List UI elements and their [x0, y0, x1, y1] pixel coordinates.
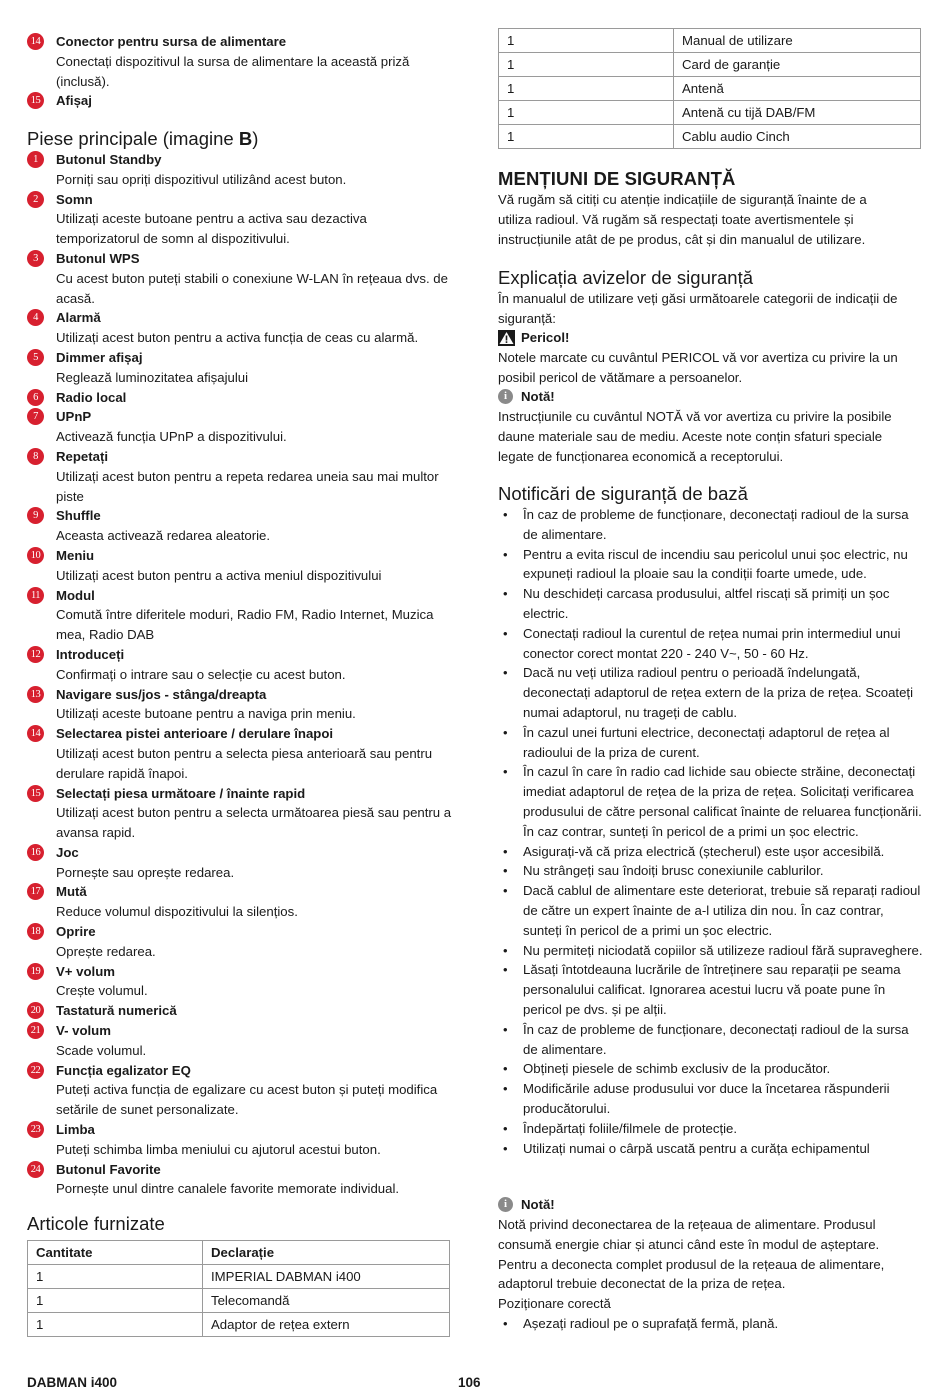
item-description: Reduce volumul dispozitivului la silențios. [56, 904, 298, 920]
table-row [499, 53, 921, 77]
item-description: Oprește redarea. [56, 943, 156, 959]
item-description: Conectați dispozitivul la sursa de alimentare la această priză (inclusă). [56, 53, 410, 89]
info-icon: i [498, 389, 513, 404]
danger-label: Pericol! [521, 330, 570, 345]
item-title: Selectați piesa următoare / înainte rapid [56, 785, 306, 801]
bullet-icon: • [503, 1120, 508, 1136]
number-badge: 14 [27, 33, 44, 50]
number-badge: 6 [27, 389, 44, 406]
number-badge: 13 [27, 686, 44, 703]
bullet-icon: • [503, 1061, 508, 1077]
item-description: Activează funcția UPnP a dispozitivului. [56, 429, 287, 445]
table-row [28, 1313, 450, 1337]
number-badge: 4 [27, 309, 44, 326]
list-item [498, 1020, 923, 1060]
list-item-text: Obțineți piesele de schimb exclusiv de la producător. [523, 1061, 831, 1077]
item-title: Introduceți [56, 646, 125, 662]
list-item-text: Îndepărtați foliile/filmele de protecție. [523, 1120, 738, 1136]
list-item-text: În cazul în care în radio cad lichide sau obiecte străine, deconectați imediat adaptorul de rețea de la priza de rețea. Solicitați verificarea produsului de către personal calificat înainte de reluarea funcționării. În caz contrar, sunteți în pericol de a primi un șoc electric. [523, 764, 922, 839]
info-icon: i [498, 1197, 513, 1212]
table-cell: Manual de utilizare [674, 29, 921, 53]
main-parts-heading: Piese principale (imagine B) [27, 128, 259, 149]
list-item-text: Pentru a evita riscul de incendiu sau pericolul unui șoc electric, nu expuneți radioul la ploaie sau la condiții foarte umede, ude. [523, 546, 908, 582]
item-description: Utilizați acest buton pentru a activa meniul dispozitivului [56, 567, 382, 583]
bullet-icon: • [503, 1081, 508, 1097]
list-item-text: Asigurați-vă că priza electrică (ștecherul) este ușor accesibilă. [523, 843, 885, 859]
item-description: Reglează luminozitatea afișajului [56, 369, 249, 385]
item-title: Oprire [56, 924, 96, 940]
supplied-table [27, 1240, 450, 1337]
number-badge: 12 [27, 646, 44, 663]
main-parts-list [27, 150, 452, 1199]
list-item [498, 960, 923, 1019]
table-row [499, 125, 921, 149]
item-description: Utilizați aceste butoane pentru a naviga prin meniu. [56, 706, 356, 722]
bullet-icon: • [503, 1316, 508, 1331]
number-badge: 18 [27, 923, 44, 940]
list-item [498, 584, 923, 624]
list-item [498, 1079, 923, 1119]
list-item-text: Nu strângeți sau îndoiți brusc conexiunile cablurilor. [523, 863, 824, 879]
item-title: Selectarea pistei anterioare / derulare înapoi [56, 726, 334, 742]
bullet-icon: • [503, 625, 508, 641]
bullet-icon: • [503, 764, 508, 780]
list-item [498, 941, 923, 961]
number-badge: 21 [27, 1022, 44, 1039]
list-item [498, 861, 923, 881]
list-item-text: În caz de probleme de funcționare, deconectați radioul de la sursa de alimentare. [523, 1021, 909, 1057]
warning-icon [498, 330, 515, 346]
item-title: Radio local [56, 389, 127, 405]
item-description: Crește volumul. [56, 983, 148, 999]
table-cell: 1 [499, 53, 674, 77]
list-item [498, 545, 923, 585]
table-header-cell: Declarație [203, 1241, 450, 1265]
list-item [498, 1119, 923, 1139]
item-title: Repetați [56, 448, 109, 464]
table-cell: Cablu audio Cinch [674, 125, 921, 149]
number-badge: 5 [27, 349, 44, 366]
placement-label: Poziționare corectă [498, 1296, 611, 1311]
number-badge: 3 [27, 250, 44, 267]
numbered-item [27, 962, 452, 1002]
item-title: Mută [56, 884, 87, 900]
item-description: Utilizați acest buton pentru a selecta piesa anterioară sau pentru derulare rapidă înapoi. [56, 745, 433, 781]
list-item [498, 624, 923, 664]
list-item [498, 723, 923, 763]
numbered-item [27, 586, 452, 645]
item-title: Joc [56, 844, 79, 860]
numbered-item [27, 447, 452, 506]
number-badge: 16 [27, 844, 44, 861]
table-row [28, 1289, 450, 1313]
item-title: Butonul Favorite [56, 1161, 161, 1177]
list-item [498, 1139, 923, 1159]
numbered-item [27, 249, 452, 308]
table-cell: 1 [28, 1289, 203, 1313]
note-text: Instrucțiunile cu cuvântul NOTĂ vă vor avertiza cu privire la posibile daune materiale sau de mediu. Aceste note conțin sfaturi speciale legate de funcționarea economică a receptorului. [498, 409, 892, 464]
numbered-item [27, 91, 452, 111]
list-item-text: Dacă nu veți utiliza radioul pentru o perioadă îndelungată, deconectați adaptorul de rețea extern de la priza de rețea. Scoateți numai adaptorul, nu trageți de cablu. [523, 665, 914, 720]
table-row [28, 1265, 450, 1289]
item-title: Butonul Standby [56, 152, 162, 167]
table-cell: IMPERIAL DABMAN i400 [203, 1265, 450, 1289]
numbered-item [27, 645, 452, 685]
item-description: Puteți schimba limba meniului cu ajutorul acestui buton. [56, 1141, 381, 1157]
numbered-item [27, 546, 452, 586]
list-item-text: Așezați radioul pe o suprafață fermă, plană. [523, 1316, 779, 1331]
item-description: Confirmați o intrare sau o selecție cu acest buton. [56, 666, 346, 682]
table-cell: Card de garanție [674, 53, 921, 77]
list-item-text: Nu deschideți carcasa produsului, altfel riscați să primiți un șoc electric. [523, 586, 890, 621]
list-item [498, 881, 923, 940]
numbered-item [27, 190, 452, 249]
table-cell: Telecomandă [203, 1289, 450, 1313]
number-badge: 20 [27, 1002, 44, 1019]
item-description: Scade volumul. [56, 1042, 147, 1058]
bullet-icon: • [503, 724, 508, 740]
table-header-row [28, 1241, 450, 1265]
item-title: Shuffle [56, 508, 101, 524]
numbered-item [27, 1120, 452, 1160]
number-badge: 15 [27, 92, 44, 109]
item-description: Utilizați aceste butoane pentru a activa sau dezactiva temporizatorul de somn al dispozitivului. [56, 211, 367, 247]
numbered-item [27, 882, 452, 922]
item-description: Porniți sau opriți dispozitivul utilizând acest buton. [56, 171, 347, 187]
basic-safety-list [498, 505, 923, 1158]
item-title: Conector pentru sursa de alimentare [56, 34, 287, 49]
table-cell: 1 [499, 125, 674, 149]
number-badge: 19 [27, 963, 44, 980]
numbered-item [27, 784, 452, 843]
item-title: Funcția egalizator EQ [56, 1062, 191, 1078]
safety-heading: MENȚIUNI DE SIGURANȚĂ [498, 168, 736, 189]
supplied-table-continued [498, 28, 921, 149]
item-description: Puteți activa funcția de egalizare cu acest buton și puteți modifica setările de sunet personalizate. [56, 1082, 438, 1118]
item-title: UPnP [56, 409, 92, 425]
table-row [499, 29, 921, 53]
note2-label-row [498, 1195, 555, 1215]
item-description: Utilizați acest buton pentru a selecta următoarea piesă sau pentru a avansa rapid. [56, 805, 452, 841]
table-row [499, 101, 921, 125]
number-badge: 7 [27, 408, 44, 425]
item-title: V- volum [56, 1023, 111, 1039]
page-number: 106 [458, 1375, 481, 1390]
list-item [498, 663, 923, 722]
bullet-icon: • [503, 843, 508, 859]
number-badge: 24 [27, 1161, 44, 1178]
number-badge: 8 [27, 448, 44, 465]
safety-intro: Vă rugăm să citiți cu atenție indicațiile de siguranță înainte de a utiliza radioul. Vă rugăm să respectați toate avertismentele și instrucțiunile atât de pe produs, cât și din manualul de utilizare. [498, 192, 867, 247]
numbered-item [27, 843, 452, 883]
note2-label: Notă! [521, 1197, 555, 1212]
list-item-text: Dacă cablul de alimentare este deteriorat, trebuie să reparați radioul de către un expert înainte de a-l utiliza din nou. În caz contrar, sunteți în pericol de a primi un șoc electric. [523, 883, 921, 938]
item-title: Meniu [56, 547, 95, 563]
number-badge: 1 [27, 151, 44, 168]
list-item-text: Lăsați întotdeauna lucrările de întreținere sau reparații pe seama personalului calificat. Ignorarea acestui lucru vă poate pune în pericol pe dvs. și pe alții. [523, 962, 901, 1017]
number-badge: 10 [27, 547, 44, 564]
danger-text: Notele marcate cu cuvântul PERICOL vă vor avertiza cu privire la un posibil pericol de vătămare a persoanelor. [498, 350, 898, 385]
supplied-heading: Articole furnizate [27, 1213, 165, 1234]
list-item-text: Nu permiteți niciodată copiilor să utilizeze radioul fără supraveghere. [523, 942, 923, 958]
danger-label-row [498, 328, 569, 348]
item-description: Cu acest buton puteți stabili o conexiune W-LAN în rețeaua dvs. de acasă. [56, 270, 448, 306]
explanation-heading: Explicația avizelor de siguranță [498, 267, 754, 288]
table-cell: Antenă [674, 77, 921, 101]
list-item-text: În cazul unei furtuni electrice, deconectați adaptorul de rețea al radioului de la priza de curent. [523, 724, 890, 760]
list-item-text: Utilizați numai o cârpă uscată pentru a curăța echipamentul [523, 1140, 870, 1156]
table-cell: Antenă cu tijă DAB/FM [674, 101, 921, 125]
item-title: Alarmă [56, 310, 101, 326]
item-title: Dimmer afișaj [56, 349, 143, 365]
bullet-icon: • [503, 883, 508, 899]
table-row [499, 77, 921, 101]
numbered-item [27, 348, 452, 388]
numbered-item [27, 1001, 452, 1021]
item-title: Limba [56, 1122, 95, 1138]
bullet-icon: • [503, 1021, 508, 1037]
item-description: Utilizați acest buton pentru a repeta redarea uneia sau mai multor piste [56, 468, 439, 504]
table-cell: 1 [499, 29, 674, 53]
numbered-item [27, 506, 452, 546]
table-cell: Adaptor de rețea extern [203, 1313, 450, 1337]
table-cell: 1 [28, 1265, 203, 1289]
connector-list [27, 32, 452, 111]
item-description: Utilizați acest buton pentru a activa funcția de ceas cu alarmă. [56, 330, 419, 346]
item-description: Aceasta activează redarea aleatorie. [56, 528, 271, 544]
list-item-text: Modificările aduse produsului vor duce la încetarea răspunderii producătorului. [523, 1081, 890, 1116]
numbered-item [27, 388, 452, 408]
bullet-icon: • [503, 942, 508, 958]
numbered-item [27, 685, 452, 725]
number-badge: 23 [27, 1121, 44, 1138]
number-badge: 15 [27, 785, 44, 802]
list-item [498, 842, 923, 862]
note-label-row [498, 387, 555, 407]
bullet-icon: • [503, 665, 508, 681]
number-badge: 22 [27, 1062, 44, 1079]
item-title: Navigare sus/jos - stânga/dreapta [56, 686, 267, 702]
numbered-item [27, 308, 452, 348]
list-item-text: Conectați radioul la curentul de rețea numai prin intermediul unui conector corect montat 220 - 240 V~, 50 - 60 Hz. [523, 625, 901, 661]
list-item [498, 1314, 923, 1334]
table-header-cell: Cantitate [28, 1241, 203, 1265]
bullet-icon: • [503, 863, 508, 879]
table-cell: 1 [499, 77, 674, 101]
item-title: Modul [56, 587, 95, 603]
placement-list [498, 1314, 923, 1334]
number-badge: 17 [27, 883, 44, 900]
basic-heading: Notificări de siguranță de bază [498, 483, 748, 504]
numbered-item [27, 150, 452, 190]
bullet-icon: • [503, 507, 508, 522]
number-badge: 9 [27, 507, 44, 524]
numbered-item [27, 407, 452, 447]
numbered-item [27, 1061, 452, 1120]
table-cell: 1 [499, 101, 674, 125]
list-item [498, 505, 923, 545]
footer-model: DABMAN i400 [27, 1375, 118, 1390]
item-title: Afișaj [56, 93, 92, 109]
note2-text: Notă privind deconectarea de la rețeaua de alimentare. Produsul consumă energie chiar și atunci când este în modul de așteptare. Pentru a deconecta complet produsul de la rețeaua de alimentare, adaptorul trebuie deconectat de la priza de rețea. [498, 1217, 885, 1292]
item-title: Somn [56, 191, 93, 207]
numbered-item [27, 1021, 452, 1061]
numbered-item [27, 724, 452, 783]
item-title: Tastatură numerică [56, 1003, 177, 1019]
list-item [498, 762, 923, 841]
item-title: Butonul WPS [56, 250, 140, 266]
list-item-text: În caz de probleme de funcționare, deconectați radioul de la sursa de alimentare. [523, 507, 909, 542]
bullet-icon: • [503, 962, 508, 978]
list-item [498, 1059, 923, 1079]
item-description: Pornește unul dintre canalele favorite memorate individual. [56, 1181, 400, 1197]
numbered-item [27, 1160, 452, 1200]
item-title: V+ volum [56, 963, 115, 979]
item-description: Pornește sau oprește redarea. [56, 864, 235, 880]
note-label: Notă! [521, 389, 555, 404]
table-cell: 1 [28, 1313, 203, 1337]
numbered-item [27, 922, 452, 962]
numbered-item [27, 32, 452, 91]
number-badge: 2 [27, 191, 44, 208]
bullet-icon: • [503, 586, 508, 602]
bullet-icon: • [503, 1140, 508, 1156]
explanation-intro: În manualul de utilizare veți găsi următoarele categorii de indicații de siguranță: [498, 291, 898, 326]
bullet-icon: • [503, 546, 508, 562]
number-badge: 11 [27, 587, 44, 604]
item-description: Comută între diferitele moduri, Radio FM, Radio Internet, Muzica mea, Radio DAB [56, 607, 434, 643]
number-badge: 14 [27, 725, 44, 742]
